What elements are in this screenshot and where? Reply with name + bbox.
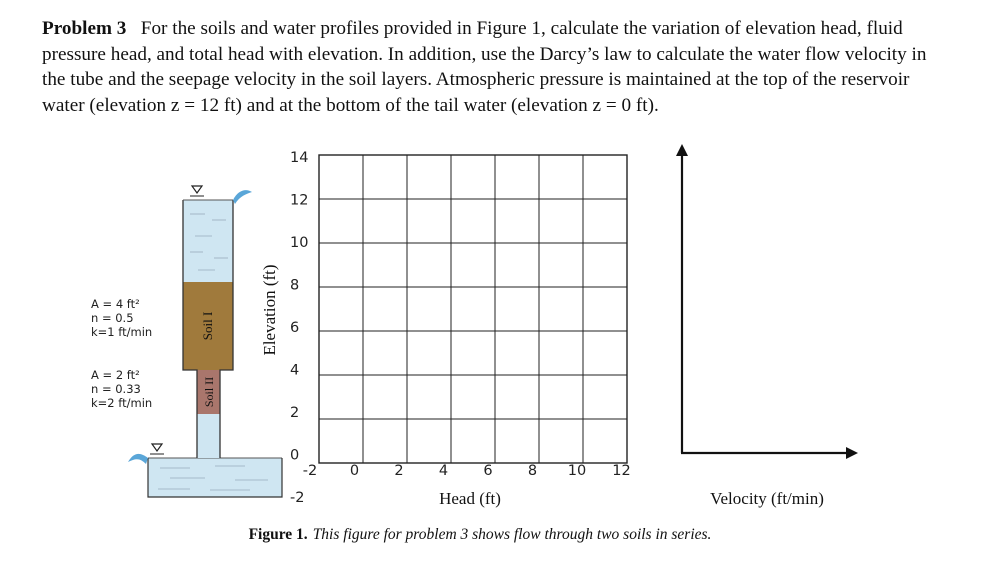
- y-tick-label: 2: [290, 405, 300, 421]
- head-x-ticks: [303, 463, 631, 479]
- head-axis-label: Head (ft): [439, 489, 501, 508]
- x-tick-label: 4: [438, 463, 449, 479]
- y-tick-label: 8: [290, 277, 300, 294]
- head-chart: [260, 150, 631, 508]
- head-grid-lines: [319, 155, 627, 463]
- y-tick-label: 14: [290, 150, 309, 166]
- soil-2-permeability: k=2 ft/min: [91, 396, 153, 410]
- x-tick-label: -2: [302, 463, 318, 479]
- head-grid-border: [319, 155, 627, 463]
- x-tick-label: 8: [527, 463, 538, 479]
- soil-2-porosity: n = 0.33: [91, 382, 141, 396]
- y-tick-label: 12: [290, 192, 309, 209]
- y-tick-label: 10: [290, 235, 309, 251]
- velocity-chart: [676, 144, 858, 508]
- problem-title: Problem 3: [42, 18, 127, 39]
- tail-water: [148, 458, 282, 497]
- figure-caption: [249, 526, 712, 543]
- y-tick-label: 6: [290, 320, 300, 336]
- velocity-y-arrow: [676, 144, 688, 156]
- x-tick-label: 0: [349, 463, 360, 479]
- problem-text: For the soils and water profiles provided in Figure 1, calculate the variation of elevation head, fluid pressure head, and total head with elevation. In addition, use the Darcy’s law to calculate the water flow velocity in the tube and the seepage velocity in the soil layers. Atmospheric pressure is maintained at the top of the reservoir water (elevation z = 12 ft) and at the bottom of the tail water (elevation z = 0 ft).: [42, 18, 927, 116]
- soil-1-name: Soil I: [200, 311, 215, 341]
- caption-text: This figure for problem 3 shows flow through two soils in series.: [312, 526, 712, 543]
- soil-1-porosity: n = 0.5: [91, 311, 134, 325]
- x-tick-label: 12: [612, 463, 631, 479]
- y-tick-label: 4: [290, 362, 300, 379]
- x-tick-label: 2: [394, 463, 404, 479]
- x-tick-label: 6: [483, 463, 493, 479]
- velocity-x-arrow: [846, 447, 858, 459]
- top-spill: [233, 190, 252, 204]
- y-tick-label: 0: [290, 447, 300, 464]
- x-tick-label: 10: [567, 463, 587, 479]
- soil-1-permeability: k=1 ft/min: [91, 325, 153, 339]
- soil-2-name: Soil II: [202, 376, 216, 408]
- elevation-axis-label: Elevation (ft): [260, 264, 279, 356]
- soil-1-area: A = 4 ft²: [91, 297, 140, 311]
- tail-water-level-marker: [152, 444, 162, 451]
- velocity-axis-label: Velocity (ft/min): [710, 489, 824, 508]
- caption-label: Figure 1.: [248, 526, 308, 543]
- apparatus: [91, 186, 282, 497]
- head-y-ticks: [290, 150, 308, 506]
- top-water-level-marker: [192, 186, 202, 193]
- y-tick-label: -2: [290, 490, 305, 506]
- lower-water: [197, 414, 220, 458]
- soil-2-area: A = 2 ft²: [91, 368, 140, 382]
- tail-spill: [128, 454, 148, 464]
